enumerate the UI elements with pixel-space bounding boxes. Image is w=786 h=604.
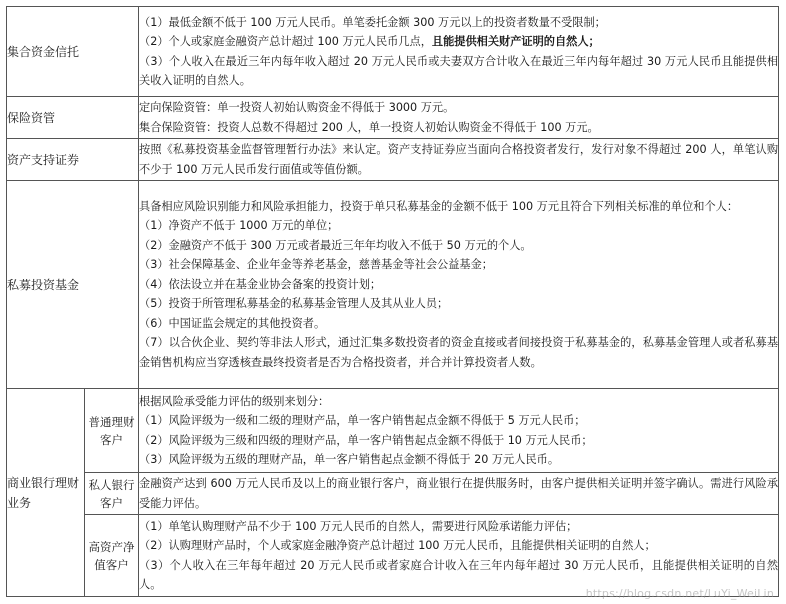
content-cell-bank-private: [139, 473, 779, 515]
trust-line-2-text: （2）个人或家庭金融资产总计超过 100 万元人民币几点，: [139, 35, 432, 48]
trust-line-2: [139, 32, 778, 52]
content-cell-insurance: [139, 97, 779, 139]
qualified-investor-table: [6, 6, 779, 597]
subcategory-label: 私人银行客户: [88, 477, 135, 510]
private-fund-line-6: （5）投资于所管理私募基金的私募基金管理人及其从业人员；: [139, 297, 449, 311]
content-cell-bank-hnw: [139, 515, 779, 597]
table-row-bank-hnw: [7, 515, 779, 597]
bank-general-line-3: （2）风险评级为三级和四级的理财产品，单一客户销售起点金额不得低于 10 万元人民币；: [139, 433, 593, 447]
table-row-bank-private: [7, 473, 779, 515]
private-fund-line-2: （1）净资产不低于 1000 万元的单位；: [139, 219, 339, 233]
category-label: 保险资管: [7, 110, 56, 125]
table-row-trust: [7, 7, 779, 97]
category-cell-private-fund: [7, 181, 139, 389]
content-cell-bank-general: [139, 389, 779, 473]
category-cell-abs: [7, 139, 139, 181]
private-fund-line-7: （6）中国证监会规定的其他投资者。: [139, 316, 326, 330]
subcategory-label: 高资产净值客户: [88, 539, 135, 572]
watermark-text: https://blog.csdn.net/LuYi_WeiLin: [585, 587, 774, 600]
bank-general-line-4: （3）风险评级为五级的理财产品，单一客户销售起点金额不得低于 20 万元人民币。: [139, 453, 560, 466]
subcategory-cell-private: [85, 473, 139, 515]
table-row-insurance: [7, 97, 779, 139]
insurance-line-1: 定向保险资管：单一投资人初始认购资金不得低于 3000 万元。: [139, 101, 455, 114]
category-label: 私募投资基金: [7, 277, 80, 292]
private-fund-line-3: （2）金融资产不低于 300 万元或者最近三年年均收入不低于 50 万元的个人。: [139, 238, 532, 252]
content-cell-trust: [139, 7, 779, 97]
subcategory-cell-general: [85, 389, 139, 473]
content-cell-abs: [139, 139, 779, 181]
category-label: 商业银行理财业务: [7, 475, 80, 510]
content-cell-private-fund: [139, 181, 779, 389]
table-row-private-fund: [7, 181, 779, 389]
private-fund-line-4: （3）社会保障基金、企业年金等养老基金，慈善基金等社会公益基金；: [139, 258, 493, 272]
insurance-line-2: 集合保险资管：投资人总数不得超过 200 人，单一投资人初始认购资金不得低于 100 万元。: [139, 120, 599, 134]
bank-hnw-line-2: （2）认购理财产品时，个人或家庭金融净资产总计超过 100 万元人民币，且能提供相关证明的自然人；: [139, 539, 656, 552]
bank-hnw-line-1: （1）单笔认购理财产品不少于 100 万元人民币的自然人，需要进行风险承诺能力评估；: [139, 519, 578, 533]
category-cell-bank: [7, 389, 85, 597]
category-label: 资产支持证券: [7, 152, 80, 167]
subcategory-label: 普通理财客户: [88, 414, 135, 447]
category-cell-insurance: [7, 97, 139, 139]
private-fund-line-8: （7）以合伙企业、契约等非法人形式，通过汇集多数投资者的资金直接或者间接投资于私募基金的，私募基金管理人或者私募基金销售机构应当穿透核查最终投资者是否为合格投资者，并合并计算投资者人数。: [139, 336, 779, 369]
category-label: 集合资金信托: [7, 44, 80, 59]
bank-general-line-1: 根据风险承受能力评估的级别来划分：: [139, 394, 330, 408]
bank-general-line-2: （1）风险评级为一级和二级的理财产品，单一客户销售起点金额不得低于 5 万元人民币；: [139, 414, 586, 427]
trust-line-1: （1）最低金额不低于 100 万元人民币。单笔委托金额 300 万元以上的投资者数量不受限制；: [139, 15, 606, 29]
bank-hnw-line-3: （3）个人收入在三年每年超过 20 万元人民币或者家庭合计收入在三年内每年超过 30 万元人民币，且能提供相关证明的自然人。: [139, 558, 779, 591]
private-fund-line-1: 具备相应风险识别能力和风险承担能力，投资于单只私募基金的金额不低于 100 万元且符合下列相关标准的单位和个人：: [139, 199, 739, 213]
abs-line-1: 按照《私募投资基金监督管理暂行办法》来认定。资产支持证券应当面向合格投资者发行，发行对象不得超过 200 人，单笔认购不少于 100 万元人民币发行面值或等值份额。: [139, 143, 779, 176]
private-fund-line-5: （4）依法设立并在基金业协会备案的投资计划；: [139, 277, 382, 291]
table-row-bank-general: [7, 389, 779, 473]
category-cell-trust: [7, 7, 139, 97]
trust-line-2-bold: 且能提供相关财产证明的自然人；: [431, 35, 600, 48]
table-row-abs: [7, 139, 779, 181]
subcategory-cell-hnw: [85, 515, 139, 597]
bank-private-line-1: 金融资产达到 600 万元人民币及以上的商业银行客户，商业银行在提供服务时，由客户提供相关证明并签字确认。需进行风险承受能力评估。: [139, 477, 779, 510]
trust-line-3: （3）个人收入在最近三年内每年收入超过 20 万元人民币或夫妻双方合计收入在最近三年内每年超过 30 万元人民币且能提供相关收入证明的自然人。: [139, 54, 779, 87]
